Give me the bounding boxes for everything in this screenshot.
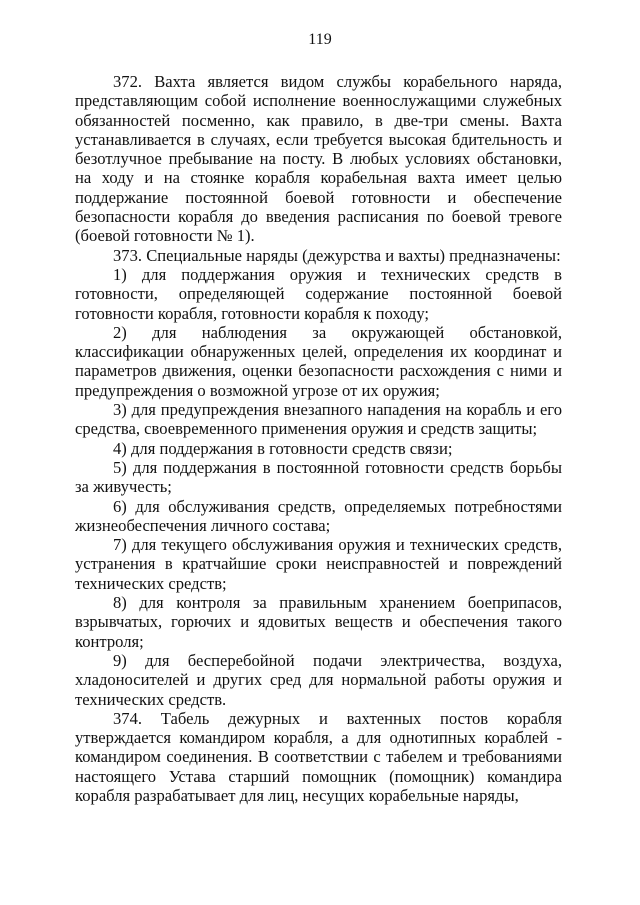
- list-item-3: 3) для предупреждения внезапного нападения на корабль и его средства, своевременного применения оружия и средств защиты;: [75, 400, 562, 439]
- list-item-5: 5) для поддержания в постоянной готовности средств борьбы за живучесть;: [75, 457, 562, 497]
- page-number: 119: [308, 31, 332, 48]
- paragraph-373: 373. Специальные наряды (дежурства и вахты) предназначены:: [113, 245, 561, 265]
- list-item-1: 1) для поддержания оружия и технических средств в готовности, определяющей содержание постоянной боевой готовности корабля, готовности корабля к походу;: [75, 264, 562, 323]
- list-item-7: 7) для текущего обслуживания оружия и технических средств, устранения в кратчайшие сроки неисправностей и повреждений технических средств;: [75, 535, 562, 593]
- list-item-6: 6) для обслуживания средств, определяемых потребностями жизнеобеспечения личного состава;: [75, 496, 562, 535]
- list-item-8: 8) для контроля за правильным хранением боеприпасов, взрывчатых, горючих и ядовитых веществ и обеспечения такого контроля;: [75, 593, 562, 651]
- list-item-2: 2) для наблюдения за окружающей обстановкой, классификации обнаруженных целей, определения их координат и параметров движения, оценки безопасности расхождения с ними и предупреждения о возможной угрозе от их оружия;: [75, 322, 562, 400]
- list-item-4: 4) для поддержания в готовности средств связи;: [113, 438, 453, 458]
- document-body: [75, 72, 562, 805]
- paragraph-372: 372. Вахта является видом службы корабельного наряда, представляющим собой исполнение военнослужащими служебных обязанностей посменно, как правило, в две-три смены. Вахта устанавливается в случаях, если требуется высокая бдительность и безотлучное пребывание на посту. В любых условиях обстановки, на ходу и на стоянке корабля корабельная вахта имеет целью поддержание постоянной боевой готовности и обеспечение безопасности корабля до введения расписания по боевой тревоге (боевой готовности № 1).: [75, 72, 562, 246]
- list-item-9: 9) для бесперебойной подачи электричества, воздуха, хладоносителей и других сред для нормальной работы оружия и технических средств.: [75, 650, 562, 709]
- paragraph-374: 374. Табель дежурных и вахтенных постов корабля утверждается командиром корабля, а для однотипных кораблей - командиром соединения. В соответствии с табелем и требованиями настоящего Устава старший помощник (помощник) командира корабля разрабатывает для лиц, несущих корабельные наряды,: [75, 708, 562, 805]
